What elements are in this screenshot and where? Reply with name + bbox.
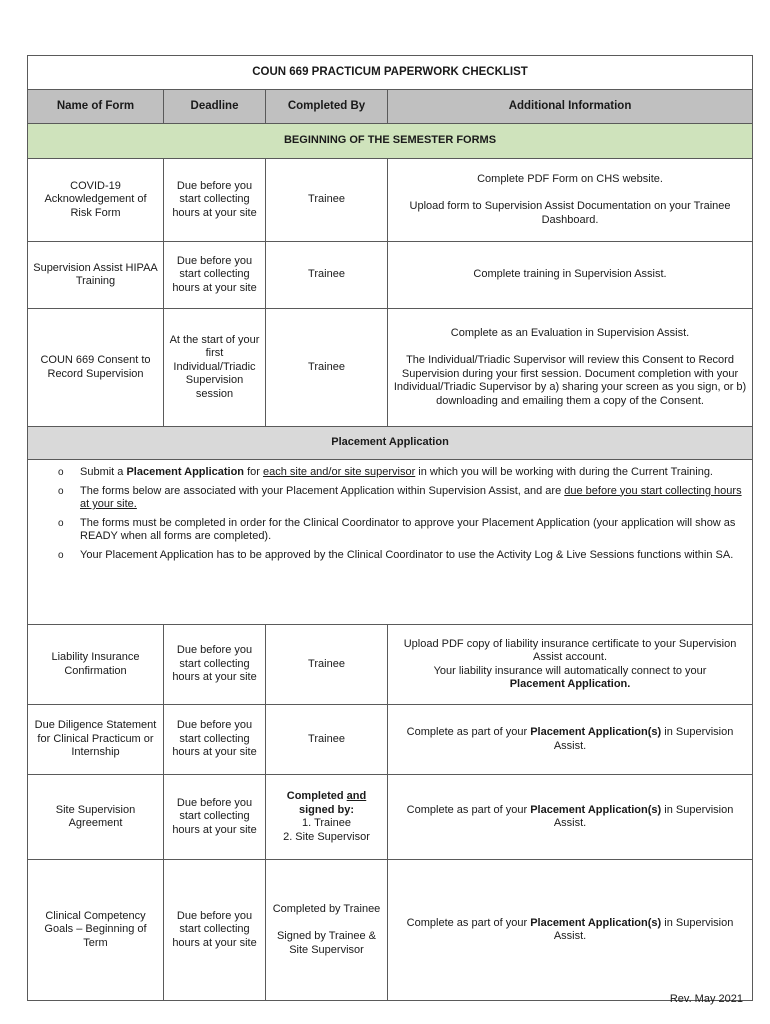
form-info: Upload PDF copy of liability insurance certificate to your Supervision Assist account. Your liability insurance will automatically connect to your Placement Application. bbox=[388, 625, 753, 705]
form-name: Due Diligence Statement for Clinical Practicum or Internship bbox=[28, 705, 164, 775]
table-row bbox=[28, 159, 753, 242]
form-completed-by: Completed by Trainee Signed by Trainee & Site Supervisor bbox=[266, 860, 388, 1001]
table-row bbox=[28, 775, 753, 860]
info-line: Complete as an Evaluation in Supervision Assist. bbox=[450, 326, 690, 339]
document-title: COUN 669 PRACTICUM PAPERWORK CHECKLIST bbox=[28, 56, 753, 90]
header-additional-information: Additional Information bbox=[388, 90, 753, 124]
table-row bbox=[28, 705, 753, 775]
list-item: o Submit a Placement Application for each site and/or site supervisor in which you will be working with during the Current Training. bbox=[58, 466, 713, 478]
form-completed-by: Completed and signed by: 1. Trainee 2. Site Supervisor bbox=[266, 775, 388, 860]
form-name: Clinical Competency Goals – Beginning of Term bbox=[28, 860, 164, 1001]
form-completed-by: Trainee bbox=[266, 309, 388, 427]
list-item: 2. Site Supervisor bbox=[283, 830, 370, 843]
bullet-marker: o bbox=[58, 549, 64, 561]
placement-notes-row bbox=[28, 460, 753, 625]
form-name: COVID-19 Acknowledgement of Risk Form bbox=[28, 159, 164, 242]
list-item: o The forms below are associated with your Placement Application within Supervision Assist, and are due before you start collecting hours at your site. bbox=[58, 484, 742, 510]
section-beginning-semester: BEGINNING OF THE SEMESTER FORMS bbox=[28, 124, 753, 159]
form-completed-by: Trainee bbox=[266, 705, 388, 775]
form-name: Liability Insurance Confirmation bbox=[28, 625, 164, 705]
form-deadline: Due before you start collecting hours at your site bbox=[164, 705, 266, 775]
form-deadline: Due before you start collecting hours at your site bbox=[164, 159, 266, 242]
placement-notes bbox=[28, 460, 753, 625]
table-row bbox=[28, 625, 753, 705]
list-item: o Your Placement Application has to be approved by the Clinical Coordinator to use the Activity Log & Live Sessions functions within SA. bbox=[58, 548, 734, 561]
info-line: The Individual/Triadic Supervisor will review this Consent to Record Supervision during your first session. Document completion with your Individual/Triadic Supervisor by a) sharing your screen as you sign, or b) downloading and emailing them a copy of the Consent. bbox=[393, 354, 747, 407]
checklist-sheet bbox=[27, 55, 752, 1001]
form-completed-by: Trainee bbox=[266, 625, 388, 705]
form-info: Complete as part of your Placement Application(s) in Supervision Assist. bbox=[388, 705, 753, 775]
header-name-of-form: Name of Form bbox=[28, 90, 164, 124]
header-completed-by: Completed By bbox=[266, 90, 388, 124]
form-name: Supervision Assist HIPAA Training bbox=[28, 242, 164, 309]
info-line: Complete training in Supervision Assist. bbox=[473, 268, 667, 281]
table-row bbox=[28, 242, 753, 309]
list-item: 1. Trainee bbox=[302, 817, 351, 829]
list-item: o The forms must be completed in order for the Clinical Coordinator to approve your Placement Application (your application will show as READY when all forms are completed). bbox=[58, 516, 736, 542]
form-info bbox=[388, 242, 753, 309]
bullet-marker: o bbox=[58, 467, 64, 478]
checklist-table bbox=[27, 55, 753, 1001]
form-deadline: At the start of your first Individual/Triadic Supervision session bbox=[164, 309, 266, 427]
form-deadline: Due before you start collecting hours at your site bbox=[164, 775, 266, 860]
form-deadline: Due before you start collecting hours at your site bbox=[164, 625, 266, 705]
table-row bbox=[28, 309, 753, 427]
table-row bbox=[28, 860, 753, 1001]
form-info: Complete as part of your Placement Application(s) in Supervision Assist. bbox=[388, 860, 753, 1001]
info-line: Upload form to Supervision Assist Documentation on your Trainee Dashboard. bbox=[409, 200, 731, 226]
header-row bbox=[28, 90, 753, 124]
bullet-marker: o bbox=[58, 485, 64, 497]
revision-note: Rev. May 2021 bbox=[669, 993, 743, 1005]
form-info: Complete as part of your Placement Application(s) in Supervision Assist. bbox=[388, 775, 753, 860]
form-deadline: Due before you start collecting hours at your site bbox=[164, 860, 266, 1001]
form-info bbox=[388, 309, 753, 427]
form-completed-by: Trainee bbox=[266, 242, 388, 309]
form-info bbox=[388, 159, 753, 242]
form-completed-by: Trainee bbox=[266, 159, 388, 242]
form-name: COUN 669 Consent to Record Supervision bbox=[28, 309, 164, 427]
bullet-marker: o bbox=[58, 517, 64, 529]
info-line: Complete PDF Form on CHS website. bbox=[477, 172, 663, 185]
section-placement-application: Placement Application bbox=[28, 427, 753, 460]
form-deadline: Due before you start collecting hours at your site bbox=[164, 242, 266, 309]
form-name: Site Supervision Agreement bbox=[28, 775, 164, 860]
header-deadline: Deadline bbox=[164, 90, 266, 124]
